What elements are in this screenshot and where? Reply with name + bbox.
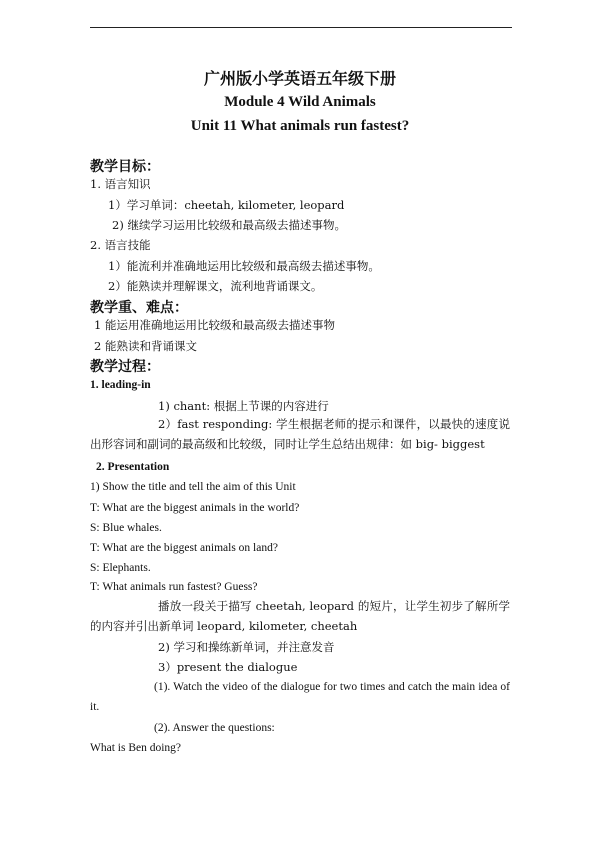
objective-item: 2）能熟读并理解课文，流利地背诵课文。	[108, 279, 323, 293]
objectives-heading: 教学目标：	[90, 159, 160, 175]
objective-item: 2. 语言技能	[90, 238, 151, 252]
objective-item: 1. 语言知识	[90, 177, 151, 191]
presentation-line: T: What are the biggest animals on land?	[90, 542, 278, 554]
key-point-item: 1 能运用准确地运用比较级和最高级去描述事物	[94, 318, 335, 332]
module-title: Module 4 Wild Animals	[224, 94, 376, 110]
key-points-heading: 教学重、难点：	[90, 300, 188, 316]
document-title: 广州版小学英语五年级下册	[203, 69, 396, 88]
presentation-line: S: Elephants.	[90, 562, 151, 574]
leading-in-step: 2）fast responding: 学生根据老师的提示和课件，以最快的速度说出形容词和副词的最高级和比较级，同时让学生总结出规律：如 big- biggest	[90, 417, 510, 451]
leading-in-label: 1. leading-in	[90, 379, 151, 391]
process-heading: 教学过程：	[90, 359, 160, 375]
presentation-line: S: Blue whales.	[90, 522, 162, 534]
presentation-line: T: What are the biggest animals in the world?	[90, 502, 300, 514]
presentation-line: 1) Show the title and tell the aim of this Unit	[90, 481, 296, 493]
objective-item: 1）学习单词：cheetah, kilometer, leopard	[108, 198, 345, 212]
presentation-substep: (2). Answer the questions:	[154, 722, 275, 734]
key-point-item: 2 能熟读和背诵课文	[94, 339, 197, 353]
objective-item: 1）能流利并准确地运用比较级和最高级去描述事物。	[108, 259, 380, 273]
presentation-substep: (1). Watch the video of the dialogue for two times and catch the main idea of it.	[90, 681, 510, 713]
presentation-line: T: What animals run fastest? Guess?	[90, 581, 258, 593]
presentation-step: 2) 学习和操练新单词，并注意发音	[158, 640, 335, 654]
presentation-step: 3）present the dialogue	[158, 660, 298, 674]
video-paragraph: 播放一段关于描写 cheetah, leopard 的短片，让学生初步了解所学的内容并引出新单词 leopard, kilometer, cheetah	[90, 599, 510, 633]
objective-item: 2) 继续学习运用比较级和最高级去描述事物。	[112, 218, 346, 232]
presentation-label: 2. Presentation	[96, 461, 170, 473]
top-rule	[90, 27, 512, 28]
presentation-question: What is Ben doing?	[90, 742, 182, 754]
leading-in-step: 1) chant: 根据上节课的内容进行	[158, 399, 329, 413]
unit-title: Unit 11 What animals run fastest?	[190, 118, 410, 134]
